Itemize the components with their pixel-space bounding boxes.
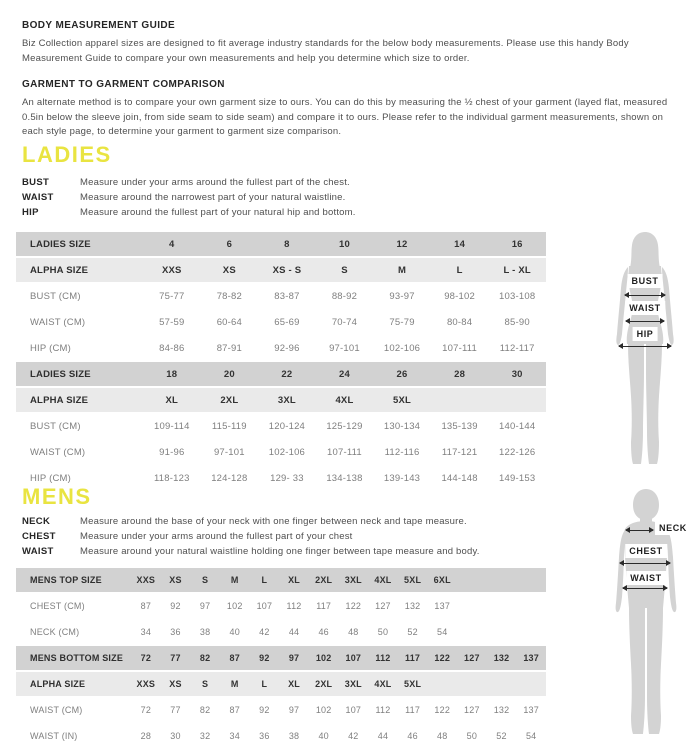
table-cell: 5XL [398, 568, 428, 592]
table-cell: 127 [457, 646, 487, 670]
table-cell [516, 568, 546, 592]
definition-term: NECK [22, 516, 51, 527]
table-cell: XL [279, 672, 309, 696]
definition-desc: Measure under your arms around the fullest part of the chest. [80, 177, 350, 188]
table-cell: 144-148 [431, 466, 489, 490]
table-cell [487, 620, 517, 644]
table-cell: 107-111 [316, 440, 374, 464]
table-cell: 16 [488, 232, 546, 256]
table-cell: 10 [316, 232, 374, 256]
table-cell: 149-153 [488, 466, 546, 490]
definition-term: CHEST [22, 530, 56, 542]
table-cell: 2XL [309, 568, 339, 592]
table-cell: 92-96 [258, 336, 316, 360]
table-cell [487, 672, 517, 696]
table-row [16, 258, 546, 282]
female-figure [599, 228, 691, 468]
definition-term: BUST [22, 177, 50, 188]
table-row [16, 620, 546, 644]
table-cell: 137 [516, 646, 546, 670]
table-cell: 52 [398, 620, 428, 644]
table-cell: 24 [316, 362, 374, 386]
table-cell: XS [201, 258, 259, 282]
table-cell: 98-102 [431, 284, 489, 308]
table-cell: 112 [368, 698, 398, 722]
table-row [16, 414, 546, 438]
row-label: ALPHA SIZE [16, 388, 143, 412]
table-cell [487, 568, 517, 592]
table-cell: 3XL [338, 568, 368, 592]
definition-desc: Measure under your arms around the fullest part of your chest [80, 530, 353, 542]
table-cell: 32 [190, 724, 220, 748]
table-cell: 38 [190, 620, 220, 644]
table-cell: XS - S [258, 258, 316, 282]
table-cell: 28 [431, 362, 489, 386]
table-cell: 87 [220, 698, 250, 722]
table-cell: 132 [487, 646, 517, 670]
definition-desc: Measure around your natural waistline holding one finger between tape measure and body. [80, 545, 480, 557]
table-cell: 50 [457, 724, 487, 748]
hip-measure-arrow [619, 346, 671, 347]
table-row [16, 336, 546, 360]
table-cell: 109-114 [143, 414, 201, 438]
row-label: WAIST (CM) [16, 440, 143, 464]
table-cell: 30 [488, 362, 546, 386]
table-cell: 97 [279, 698, 309, 722]
table-cell: 36 [250, 724, 280, 748]
table-cell: 77 [161, 646, 191, 670]
table-cell: 30 [161, 724, 191, 748]
table-cell: 102 [309, 698, 339, 722]
table-cell: 4 [143, 232, 201, 256]
row-label: WAIST (IN) [16, 724, 131, 748]
bust-measure-arrow [625, 295, 665, 296]
waist-label: WAIST [625, 301, 665, 315]
table-cell: 83-87 [258, 284, 316, 308]
table-cell: 4XL [368, 672, 398, 696]
table-cell [516, 672, 546, 696]
table-cell: 42 [338, 724, 368, 748]
table-cell [431, 388, 489, 412]
table-cell: 88-92 [316, 284, 374, 308]
table-cell: S [190, 672, 220, 696]
row-label: MENS TOP SIZE [16, 568, 131, 592]
table-cell: 84-86 [143, 336, 201, 360]
mens-heading: MENS [22, 484, 92, 509]
table-cell: 5XL [398, 672, 428, 696]
definition-row [22, 176, 356, 191]
table-cell: L [431, 258, 489, 282]
row-label: BUST (CM) [16, 414, 143, 438]
definition-term: WAIST [22, 545, 54, 557]
table-cell: XXS [143, 258, 201, 282]
table-cell: 78-82 [201, 284, 259, 308]
table-cell: 18 [143, 362, 201, 386]
intro-paragraph: Biz Collection apparel sizes are designed to fit average industry standards for the below body measurements. Please use this handy Body Measurement Guide to compare your own measurements and help you determine which size to order. [22, 38, 629, 64]
definition-term: HIP [22, 206, 39, 218]
neck-measure-arrow [626, 530, 653, 531]
table-cell: 42 [250, 620, 280, 644]
definition-term: WAIST [22, 191, 54, 203]
table-cell: 28 [131, 724, 161, 748]
table-cell: 139-143 [373, 466, 431, 490]
table-cell: 6 [201, 232, 259, 256]
table-cell: 50 [368, 620, 398, 644]
table-cell: 127 [368, 594, 398, 618]
table-cell [457, 620, 487, 644]
table-cell [516, 594, 546, 618]
row-label: ALPHA SIZE [16, 258, 143, 282]
row-label: LADIES SIZE [16, 232, 143, 256]
table-cell: L [250, 568, 280, 592]
table-cell: 137 [427, 594, 457, 618]
row-label: WAIST (CM) [16, 698, 131, 722]
table-cell: 103-108 [488, 284, 546, 308]
table-cell: 3XL [258, 388, 316, 412]
table-cell: 2XL [309, 672, 339, 696]
male-figure [598, 484, 694, 740]
table-cell: 125-129 [316, 414, 374, 438]
definition-row [22, 191, 356, 206]
table-cell [488, 388, 546, 412]
table-cell: 107 [338, 646, 368, 670]
table-cell: 52 [487, 724, 517, 748]
table-cell: 14 [431, 232, 489, 256]
table-cell: 92 [250, 698, 280, 722]
table-cell: 102-106 [373, 336, 431, 360]
table-cell [457, 568, 487, 592]
table-cell: 75-79 [373, 310, 431, 334]
definition-row [22, 206, 356, 221]
table-cell: 8 [258, 232, 316, 256]
table-cell: 2XL [201, 388, 259, 412]
page-title: BODY MEASUREMENT GUIDE [22, 20, 176, 31]
table-cell: 135-139 [431, 414, 489, 438]
table-cell: 26 [373, 362, 431, 386]
table-cell: 4XL [316, 388, 374, 412]
table-cell: 134-138 [316, 466, 374, 490]
row-label: WAIST (CM) [16, 310, 143, 334]
table-cell: XL [143, 388, 201, 412]
table-cell: 137 [516, 698, 546, 722]
row-label: MENS BOTTOM SIZE [16, 646, 131, 670]
waist-label: WAIST [626, 571, 666, 585]
table-cell: 3XL [338, 672, 368, 696]
table-cell: M [220, 568, 250, 592]
table-cell: 122 [338, 594, 368, 618]
table-cell: 44 [279, 620, 309, 644]
table-cell: 54 [427, 620, 457, 644]
waist-measure-arrow [626, 321, 664, 322]
table-cell: 117 [398, 698, 428, 722]
table-cell: 115-119 [201, 414, 259, 438]
table-row [16, 440, 546, 464]
table-cell: 102 [220, 594, 250, 618]
neck-label: NECK [655, 521, 691, 535]
table-cell: 130-134 [373, 414, 431, 438]
table-cell: 38 [279, 724, 309, 748]
waist-measure-arrow [623, 588, 667, 589]
row-label: ALPHA SIZE [16, 672, 131, 696]
table-cell: 48 [338, 620, 368, 644]
table-cell: 5XL [373, 388, 431, 412]
table-cell: 6XL [427, 568, 457, 592]
table-cell: 117 [398, 646, 428, 670]
table-cell: 117-121 [431, 440, 489, 464]
table-cell: M [220, 672, 250, 696]
table-cell: 82 [190, 698, 220, 722]
table-row [16, 362, 546, 386]
table-cell: 112 [279, 594, 309, 618]
table-cell: 107 [338, 698, 368, 722]
definition-desc: Measure around the narrowest part of your natural waistline. [80, 191, 346, 203]
comparison-title: GARMENT TO GARMENT COMPARISON [22, 79, 225, 90]
table-cell: 91-96 [143, 440, 201, 464]
table-cell: 122 [427, 698, 457, 722]
table-row [16, 698, 546, 722]
table-cell: XS [161, 568, 191, 592]
table-row [16, 388, 546, 412]
table-cell [487, 594, 517, 618]
row-label: CHEST (CM) [16, 594, 131, 618]
table-cell: 85-90 [488, 310, 546, 334]
table-cell: S [190, 568, 220, 592]
table-cell: XL [279, 568, 309, 592]
table-cell: 70-74 [316, 310, 374, 334]
table-cell: 92 [250, 646, 280, 670]
definition-row [22, 545, 480, 560]
table-cell: 112-116 [373, 440, 431, 464]
row-label: HIP (CM) [16, 336, 143, 360]
chest-label: CHEST [625, 544, 667, 558]
table-cell: 20 [201, 362, 259, 386]
table-cell: 122-126 [488, 440, 546, 464]
table-row [16, 310, 546, 334]
row-label: HIP (CM) [16, 466, 143, 490]
mens-definitions [22, 515, 480, 559]
table-cell: 40 [220, 620, 250, 644]
table-cell: 97 [190, 594, 220, 618]
ladies-size-table [16, 230, 546, 492]
table-row [16, 594, 546, 618]
table-row [16, 284, 546, 308]
table-cell: 34 [220, 724, 250, 748]
table-row [16, 672, 546, 696]
table-cell: 97-101 [316, 336, 374, 360]
row-label: BUST (CM) [16, 284, 143, 308]
table-cell: S [316, 258, 374, 282]
table-cell [516, 620, 546, 644]
table-cell: 87-91 [201, 336, 259, 360]
table-cell: 120-124 [258, 414, 316, 438]
table-cell [457, 672, 487, 696]
table-cell: 87 [131, 594, 161, 618]
table-cell: 46 [398, 724, 428, 748]
mens-size-table [16, 566, 546, 750]
table-cell [427, 672, 457, 696]
table-cell: 4XL [368, 568, 398, 592]
ladies-heading: LADIES [22, 142, 112, 167]
table-cell: 132 [398, 594, 428, 618]
definition-desc: Measure around the base of your neck with one finger between neck and tape measure. [80, 516, 467, 527]
row-label: NECK (CM) [16, 620, 131, 644]
table-cell: 117 [309, 594, 339, 618]
table-cell: L [250, 672, 280, 696]
chest-measure-arrow [620, 563, 670, 564]
table-cell: 93-97 [373, 284, 431, 308]
table-cell: 87 [220, 646, 250, 670]
intro-section [22, 20, 672, 140]
table-cell: 57-59 [143, 310, 201, 334]
table-cell: 46 [309, 620, 339, 644]
table-cell: 54 [516, 724, 546, 748]
table-cell: 40 [309, 724, 339, 748]
table-cell: 72 [131, 646, 161, 670]
table-row [16, 646, 546, 670]
female-silhouette-icon [599, 228, 691, 468]
table-cell: 140-144 [488, 414, 546, 438]
table-cell: XXS [131, 568, 161, 592]
table-cell: 44 [368, 724, 398, 748]
table-cell: 34 [131, 620, 161, 644]
table-cell: 60-64 [201, 310, 259, 334]
table-cell: 22 [258, 362, 316, 386]
definition-row [22, 530, 480, 545]
table-cell: 77 [161, 698, 191, 722]
table-cell: 36 [161, 620, 191, 644]
definition-row [22, 515, 480, 530]
table-cell: 107-111 [431, 336, 489, 360]
table-cell: 112-117 [488, 336, 546, 360]
hip-label: HIP [633, 327, 658, 341]
comparison-paragraph: An alternate method is to compare your own garment size to ours. You can do this by measuring the ½ chest of your garment (layed flat, measured 0.5in below the sleeve join, from side seam to side seam) and compare it to ours. Please refer to the individual garment measurements, shown on each style page, to determine your garment to garment size comparison. [22, 97, 668, 137]
table-cell: 102-106 [258, 440, 316, 464]
table-cell: L - XL [488, 258, 546, 282]
table-cell: 12 [373, 232, 431, 256]
bust-label: BUST [628, 274, 663, 288]
table-cell: 122 [427, 646, 457, 670]
table-cell [457, 594, 487, 618]
ladies-definitions [22, 176, 356, 220]
table-cell: 97 [279, 646, 309, 670]
table-cell: 48 [427, 724, 457, 748]
table-cell: 112 [368, 646, 398, 670]
table-cell: 127 [457, 698, 487, 722]
table-cell: M [373, 258, 431, 282]
table-row [16, 568, 546, 592]
table-cell: 107 [250, 594, 280, 618]
table-cell: 82 [190, 646, 220, 670]
row-label: LADIES SIZE [16, 362, 143, 386]
table-cell: 80-84 [431, 310, 489, 334]
table-cell: 132 [487, 698, 517, 722]
table-cell: 65-69 [258, 310, 316, 334]
table-cell: 102 [309, 646, 339, 670]
table-cell: 75-77 [143, 284, 201, 308]
table-row [16, 232, 546, 256]
table-cell: 97-101 [201, 440, 259, 464]
table-cell: 92 [161, 594, 191, 618]
table-cell: 118-123 [143, 466, 201, 490]
table-cell: 129- 33 [258, 466, 316, 490]
table-cell: XS [161, 672, 191, 696]
definition-desc: Measure around the fullest part of your natural hip and bottom. [80, 206, 356, 218]
table-cell: XXS [131, 672, 161, 696]
table-cell: 124-128 [201, 466, 259, 490]
table-cell: 72 [131, 698, 161, 722]
table-row [16, 724, 546, 748]
table-row [16, 466, 546, 490]
